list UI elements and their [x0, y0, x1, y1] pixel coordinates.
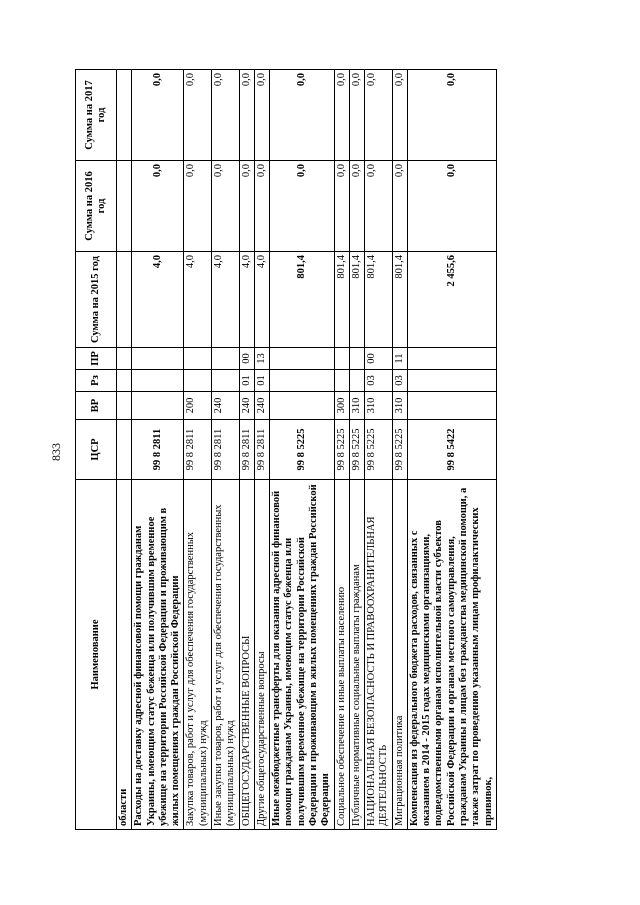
- table-row: [254, 70, 269, 830]
- row-csr: 99 8 5225: [334, 420, 349, 480]
- row-pr: [334, 348, 349, 370]
- row-sum-2016: 0,0: [407, 161, 496, 252]
- row-sum-2016: 0,0: [392, 161, 407, 252]
- row-csr: 99 8 5225: [270, 420, 334, 480]
- row-rz: 01: [254, 370, 269, 392]
- row-csr: 99 8 2811: [239, 420, 254, 480]
- header-sum-2015: Сумма на 2015 год: [76, 252, 117, 348]
- row-sum-2015: 2 455,6: [407, 252, 496, 348]
- row-pr: 11: [392, 348, 407, 370]
- row-name: Миграционная политика: [392, 480, 407, 830]
- table-row: [239, 70, 254, 830]
- header-vr: ВР: [76, 392, 117, 420]
- row-rz: [270, 370, 334, 392]
- row-sum-2016: 0,0: [132, 161, 184, 252]
- row-vr: 310: [365, 392, 393, 420]
- row-csr: 99 8 5225: [349, 420, 364, 480]
- row-sum-2015: 801,4: [334, 252, 349, 348]
- row-sum-2016: [117, 161, 132, 252]
- row-vr: 310: [392, 392, 407, 420]
- header-csr: ЦСР: [76, 420, 117, 480]
- header-name: Наименование: [76, 480, 117, 830]
- table-row: [132, 70, 184, 830]
- row-sum-2015: 4,0: [132, 252, 184, 348]
- row-sum-2016: 0,0: [365, 161, 393, 252]
- table-row: [184, 70, 212, 830]
- row-sum-2017: [117, 70, 132, 161]
- row-name: области: [117, 480, 132, 830]
- row-sum-2017: 0,0: [184, 70, 212, 161]
- row-csr: [117, 420, 132, 480]
- row-vr: 300: [334, 392, 349, 420]
- row-name: Компенсация из федерального бюджета расходов, связанных с оказанием в 2014 - 2015 годах медицинскими организациями, подведомственными органам исполнительной власти субъектов Российской Федерации и органам местного самоуправления, гражданам Украины и лицам без гражданства медицинской помощи, а также затрат по проведению указанным лицам профилактических прививок,: [407, 480, 496, 830]
- table-row: [349, 70, 364, 830]
- row-rz: [349, 370, 364, 392]
- header-rz: Рз: [76, 370, 117, 392]
- row-sum-2016: 0,0: [270, 161, 334, 252]
- row-vr: [117, 392, 132, 420]
- table-row: [365, 70, 393, 830]
- row-csr: 99 8 5422: [407, 420, 496, 480]
- table-row: [334, 70, 349, 830]
- row-rz: 01: [239, 370, 254, 392]
- row-csr: 99 8 5225: [392, 420, 407, 480]
- table-row: [392, 70, 407, 830]
- row-name: Публичные нормативные социальные выплаты гражданам: [349, 480, 364, 830]
- row-pr: 00: [239, 348, 254, 370]
- row-rz: [132, 370, 184, 392]
- row-pr: 00: [365, 348, 393, 370]
- row-sum-2015: 801,4: [392, 252, 407, 348]
- row-name: Закупка товаров, работ и услуг для обеспечения государственных (муниципальных) нужд: [184, 480, 212, 830]
- table-row: [407, 70, 496, 830]
- row-sum-2015: 801,4: [349, 252, 364, 348]
- row-vr: [132, 392, 184, 420]
- header-pr: ПР: [76, 348, 117, 370]
- row-sum-2016: 0,0: [334, 161, 349, 252]
- row-pr: [132, 348, 184, 370]
- row-rz: [211, 370, 239, 392]
- row-vr: 240: [254, 392, 269, 420]
- row-name: Социальное обеспечение и иные выплаты населению: [334, 480, 349, 830]
- row-name: ОБЩЕГОСУДАРСТВЕННЫЕ ВОПРОСЫ: [239, 480, 254, 830]
- row-csr: 99 8 2811: [211, 420, 239, 480]
- row-pr: [117, 348, 132, 370]
- row-csr: 99 8 2811: [254, 420, 269, 480]
- row-vr: 240: [239, 392, 254, 420]
- row-sum-2016: 0,0: [184, 161, 212, 252]
- row-name: Расходы на доставку адресной финансовой помощи гражданам Украины, имеющим статус беженца или получившим временное убежище на территории Российской Федерации и проживающим в жилых помещениях граждан Российской Федерации: [132, 480, 184, 830]
- row-csr: 99 8 5225: [365, 420, 393, 480]
- row-sum-2017: 0,0: [365, 70, 393, 161]
- row-pr: [407, 348, 496, 370]
- row-vr: 200: [184, 392, 212, 420]
- row-sum-2017: 0,0: [334, 70, 349, 161]
- row-sum-2017: 0,0: [407, 70, 496, 161]
- table-header-row: [76, 70, 117, 830]
- row-name: НАЦИОНАЛЬНАЯ БЕЗОПАСНОСТЬ И ПРАВООХРАНИТЕЛЬНАЯ ДЕЯТЕЛЬНОСТЬ: [365, 480, 393, 830]
- row-sum-2017: 0,0: [349, 70, 364, 161]
- header-sum-2017: Сумма на 2017 год: [76, 70, 117, 161]
- row-sum-2015: 4,0: [254, 252, 269, 348]
- row-rz: [184, 370, 212, 392]
- row-pr: [270, 348, 334, 370]
- table-row: [270, 70, 334, 830]
- row-sum-2015: 801,4: [270, 252, 334, 348]
- row-sum-2016: 0,0: [254, 161, 269, 252]
- row-sum-2017: 0,0: [270, 70, 334, 161]
- row-rz: 03: [392, 370, 407, 392]
- row-sum-2015: 4,0: [184, 252, 212, 348]
- row-vr: 310: [349, 392, 364, 420]
- row-name: Иные закупки товаров, работ и услуг для обеспечения государственных (муниципальных) нужд: [211, 480, 239, 830]
- row-vr: [270, 392, 334, 420]
- row-sum-2016: 0,0: [239, 161, 254, 252]
- row-pr: [184, 348, 212, 370]
- row-sum-2016: 0,0: [349, 161, 364, 252]
- row-vr: [407, 392, 496, 420]
- row-csr: 99 8 2811: [184, 420, 212, 480]
- rotated-table-container: [75, 70, 565, 830]
- row-sum-2015: 4,0: [211, 252, 239, 348]
- header-sum-2016: Сумма на 2016 год: [76, 161, 117, 252]
- row-rz: [117, 370, 132, 392]
- row-name: Иные межбюджетные трансферты для оказания адресной финансовой помощи гражданам Украины, имеющим статус беженца или получившим временное убежище на территории Российской Федерации и проживающим в жилых помещениях граждан Российской Федерации: [270, 480, 334, 830]
- row-pr: [349, 348, 364, 370]
- page-number: 833: [49, 443, 63, 461]
- row-sum-2017: 0,0: [132, 70, 184, 161]
- table-row: [211, 70, 239, 830]
- row-sum-2017: 0,0: [211, 70, 239, 161]
- row-sum-2017: 0,0: [239, 70, 254, 161]
- row-pr: [211, 348, 239, 370]
- row-sum-2015: 4,0: [239, 252, 254, 348]
- row-vr: 240: [211, 392, 239, 420]
- row-sum-2016: 0,0: [211, 161, 239, 252]
- budget-table: [75, 69, 497, 830]
- row-rz: [407, 370, 496, 392]
- row-rz: [334, 370, 349, 392]
- table-row: [117, 70, 132, 830]
- row-sum-2017: 0,0: [254, 70, 269, 161]
- row-rz: 03: [365, 370, 393, 392]
- row-pr: 13: [254, 348, 269, 370]
- row-csr: 99 8 2811: [132, 420, 184, 480]
- row-sum-2015: [117, 252, 132, 348]
- row-sum-2015: 801,4: [365, 252, 393, 348]
- row-name: Другие общегосударственные вопросы: [254, 480, 269, 830]
- row-sum-2017: 0,0: [392, 70, 407, 161]
